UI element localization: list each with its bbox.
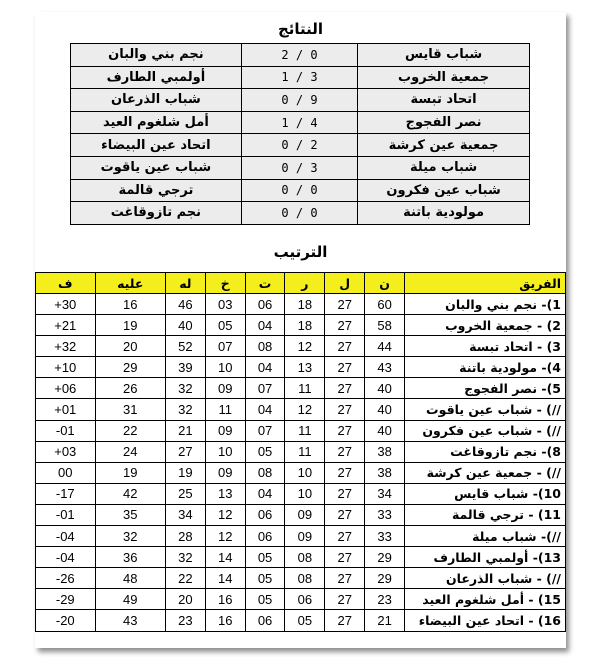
result-row — [71, 156, 530, 179]
stat-ga: 26 — [95, 378, 165, 399]
stat-l: 09 — [205, 420, 245, 441]
result-row — [71, 44, 530, 67]
stat-pts: 33 — [365, 504, 405, 525]
standings-row — [36, 294, 566, 315]
result-home-team: جمعية الخروب — [358, 66, 530, 89]
team-name: //) - جمعية عين كرشة — [405, 462, 566, 483]
result-away-team: شباب الذرعان — [71, 89, 242, 112]
result-row — [71, 66, 530, 89]
stat-pts: 29 — [365, 568, 405, 589]
standings-header-cell: عليه — [95, 273, 165, 294]
stat-d: 06 — [245, 526, 285, 547]
result-away-team: اتحاد عين البيضاء — [71, 134, 242, 157]
stat-gd: 00 — [36, 462, 96, 483]
standings-header-cell: له — [165, 273, 205, 294]
stat-l: 09 — [205, 462, 245, 483]
result-row — [71, 134, 530, 157]
standings-row — [36, 610, 566, 631]
stat-l: 03 — [205, 294, 245, 315]
stat-w: 05 — [285, 610, 325, 631]
stat-l: 16 — [205, 589, 245, 610]
result-home-team: مولودية باتنة — [358, 202, 530, 225]
stat-gf: 25 — [165, 483, 205, 504]
stat-pts: 29 — [365, 547, 405, 568]
result-score: 2 / 0 — [241, 44, 357, 67]
stat-d: 05 — [245, 547, 285, 568]
stat-pts: 40 — [365, 420, 405, 441]
standings-row — [36, 504, 566, 525]
stat-l: 11 — [205, 399, 245, 420]
stat-d: 06 — [245, 610, 285, 631]
standings-header-cell: ل — [325, 273, 365, 294]
stat-ga: 19 — [95, 315, 165, 336]
stat-pl: 27 — [325, 420, 365, 441]
standings-title: الترتيب — [273, 243, 328, 261]
stat-pl: 27 — [325, 483, 365, 504]
stat-w: 18 — [285, 294, 325, 315]
stat-w: 11 — [285, 378, 325, 399]
results-title: النتائج — [277, 20, 324, 38]
standings-row — [36, 420, 566, 441]
stat-pts: 33 — [365, 526, 405, 547]
stat-gf: 34 — [165, 504, 205, 525]
stat-ga: 31 — [95, 399, 165, 420]
stat-gf: 32 — [165, 378, 205, 399]
standings-header-cell: ت — [245, 273, 285, 294]
stat-l: 12 — [205, 526, 245, 547]
result-score: 1 / 4 — [241, 111, 357, 134]
stat-pts: 44 — [365, 336, 405, 357]
standings-row — [36, 399, 566, 420]
stat-l: 14 — [205, 547, 245, 568]
standings-row — [36, 462, 566, 483]
stat-ga: 29 — [95, 357, 165, 378]
stat-pl: 27 — [325, 315, 365, 336]
stat-d: 08 — [245, 462, 285, 483]
team-name: 1)- نجم بني والبان — [405, 294, 566, 315]
standings-row — [36, 483, 566, 504]
stat-pts: 21 — [365, 610, 405, 631]
stat-l: 13 — [205, 483, 245, 504]
standings-row — [36, 441, 566, 462]
standings-header-cell: ر — [285, 273, 325, 294]
stat-ga: 22 — [95, 420, 165, 441]
standings-row — [36, 589, 566, 610]
stat-d: 06 — [245, 294, 285, 315]
stat-d: 07 — [245, 378, 285, 399]
stat-gd: -26 — [36, 568, 96, 589]
result-row — [71, 202, 530, 225]
stat-gf: 21 — [165, 420, 205, 441]
stat-l: 10 — [205, 357, 245, 378]
stat-pl: 27 — [325, 441, 365, 462]
result-row — [71, 111, 530, 134]
stat-gf: 28 — [165, 526, 205, 547]
stat-gf: 46 — [165, 294, 205, 315]
stat-w: 12 — [285, 399, 325, 420]
stat-pts: 40 — [365, 378, 405, 399]
result-home-team: شباب ميلة — [358, 156, 530, 179]
stat-pl: 27 — [325, 294, 365, 315]
stat-gd: -20 — [36, 610, 96, 631]
stat-pl: 27 — [325, 399, 365, 420]
stat-ga: 16 — [95, 294, 165, 315]
standings-header-cell: ف — [36, 273, 96, 294]
stat-ga: 19 — [95, 462, 165, 483]
stat-w: 08 — [285, 547, 325, 568]
standings-row — [36, 547, 566, 568]
stat-l: 07 — [205, 336, 245, 357]
stat-d: 04 — [245, 315, 285, 336]
stat-pl: 27 — [325, 610, 365, 631]
stat-gf: 40 — [165, 315, 205, 336]
standings-row — [36, 357, 566, 378]
stat-pts: 43 — [365, 357, 405, 378]
stat-l: 05 — [205, 315, 245, 336]
stat-d: 04 — [245, 483, 285, 504]
stat-pl: 27 — [325, 568, 365, 589]
stat-w: 13 — [285, 357, 325, 378]
stat-ga: 48 — [95, 568, 165, 589]
team-name: 2) - جمعية الخروب — [405, 315, 566, 336]
team-name: 5)- نصر الفجوج — [405, 378, 566, 399]
team-name: 16) - اتحاد عين البيضاء — [405, 610, 566, 631]
stat-pts: 38 — [365, 462, 405, 483]
result-away-team: نجم تازوقاغت — [71, 202, 242, 225]
result-home-team: اتحاد تبسة — [358, 89, 530, 112]
stat-ga: 24 — [95, 441, 165, 462]
stat-gf: 32 — [165, 399, 205, 420]
stat-w: 18 — [285, 315, 325, 336]
stat-gd: +06 — [36, 378, 96, 399]
result-row — [71, 89, 530, 112]
team-name: //)- شباب ميلة — [405, 526, 566, 547]
standings-table — [35, 272, 566, 632]
stat-gd: +21 — [36, 315, 96, 336]
stat-gf: 20 — [165, 589, 205, 610]
stat-pl: 27 — [325, 589, 365, 610]
stat-gf: 19 — [165, 462, 205, 483]
stat-pts: 34 — [365, 483, 405, 504]
stat-gd: -29 — [36, 589, 96, 610]
result-away-team: أولمبي الطارف — [71, 66, 242, 89]
team-name: //) - شباب الذرعان — [405, 568, 566, 589]
stat-d: 05 — [245, 568, 285, 589]
result-score: 1 / 3 — [241, 66, 357, 89]
stat-ga: 20 — [95, 336, 165, 357]
result-away-team: نجم بني والبان — [71, 44, 242, 67]
stat-gf: 32 — [165, 547, 205, 568]
stat-gf: 39 — [165, 357, 205, 378]
stat-pts: 60 — [365, 294, 405, 315]
stat-d: 06 — [245, 504, 285, 525]
stat-gd: -04 — [36, 547, 96, 568]
stat-l: 14 — [205, 568, 245, 589]
stat-l: 09 — [205, 378, 245, 399]
stat-gd: +30 — [36, 294, 96, 315]
stat-l: 10 — [205, 441, 245, 462]
result-row — [71, 179, 530, 202]
stat-w: 12 — [285, 336, 325, 357]
stat-pts: 38 — [365, 441, 405, 462]
result-home-team: شباب عين فكرون — [358, 179, 530, 202]
stat-w: 11 — [285, 441, 325, 462]
stat-ga: 43 — [95, 610, 165, 631]
stat-gd: +32 — [36, 336, 96, 357]
results-table — [70, 43, 530, 225]
stat-pl: 27 — [325, 336, 365, 357]
standings-row — [36, 526, 566, 547]
standings-row — [36, 568, 566, 589]
stat-pts: 58 — [365, 315, 405, 336]
team-name: 8)- نجم تازوقاغت — [405, 441, 566, 462]
stat-pl: 27 — [325, 547, 365, 568]
result-home-team: جمعية عين كرشة — [358, 134, 530, 157]
stat-w: 11 — [285, 420, 325, 441]
standings-header-cell: خ — [205, 273, 245, 294]
stat-gd: +10 — [36, 357, 96, 378]
stat-pl: 27 — [325, 526, 365, 547]
standings-row — [36, 315, 566, 336]
stat-d: 04 — [245, 399, 285, 420]
stat-l: 12 — [205, 504, 245, 525]
stat-gd: -17 — [36, 483, 96, 504]
stat-d: 07 — [245, 420, 285, 441]
result-away-team: ترجي قالمة — [71, 179, 242, 202]
team-name: //) - شباب عين ياقوت — [405, 399, 566, 420]
team-name: 4)- مولودية باتنة — [405, 357, 566, 378]
stat-w: 10 — [285, 462, 325, 483]
result-score: 0 / 3 — [241, 156, 357, 179]
result-score: 0 / 0 — [241, 202, 357, 225]
standings-row — [36, 336, 566, 357]
stat-gf: 23 — [165, 610, 205, 631]
team-name: 3) - اتحاد تبسة — [405, 336, 566, 357]
result-away-team: شباب عين ياقوت — [71, 156, 242, 179]
result-home-team: نصر الفجوج — [358, 111, 530, 134]
stat-pts: 23 — [365, 589, 405, 610]
stat-pts: 40 — [365, 399, 405, 420]
stat-gd: -01 — [36, 420, 96, 441]
team-name: 15) - أمل شلغوم العيد — [405, 589, 566, 610]
result-score: 0 / 2 — [241, 134, 357, 157]
standings-header-row — [36, 273, 566, 294]
team-name: //) - شباب عين فكرون — [405, 420, 566, 441]
stat-gd: +03 — [36, 441, 96, 462]
stat-pl: 27 — [325, 462, 365, 483]
stat-w: 09 — [285, 526, 325, 547]
stat-d: 08 — [245, 336, 285, 357]
standings-header-cell: الفريق — [405, 273, 566, 294]
stat-d: 05 — [245, 589, 285, 610]
stat-w: 10 — [285, 483, 325, 504]
team-name: 13)- أولمبي الطارف — [405, 547, 566, 568]
result-score: 0 / 0 — [241, 179, 357, 202]
team-name: 11) - ترجي قالمة — [405, 504, 566, 525]
stat-pl: 27 — [325, 378, 365, 399]
stat-pl: 27 — [325, 504, 365, 525]
result-score: 0 / 9 — [241, 89, 357, 112]
stat-gf: 27 — [165, 441, 205, 462]
result-home-team: شباب قايس — [358, 44, 530, 67]
result-away-team: أمل شلغوم العيد — [71, 111, 242, 134]
stat-gd: -01 — [36, 504, 96, 525]
stat-d: 04 — [245, 357, 285, 378]
stat-w: 09 — [285, 504, 325, 525]
stat-ga: 42 — [95, 483, 165, 504]
stat-gd: +01 — [36, 399, 96, 420]
results-sheet — [35, 12, 566, 648]
standings-header-cell: ن — [365, 273, 405, 294]
stat-ga: 49 — [95, 589, 165, 610]
team-name: 10)- شباب قايس — [405, 483, 566, 504]
stat-ga: 32 — [95, 526, 165, 547]
stat-pl: 27 — [325, 357, 365, 378]
standings-row — [36, 378, 566, 399]
stat-w: 06 — [285, 589, 325, 610]
stat-gf: 22 — [165, 568, 205, 589]
stat-gf: 52 — [165, 336, 205, 357]
stat-ga: 36 — [95, 547, 165, 568]
stat-ga: 35 — [95, 504, 165, 525]
stat-l: 16 — [205, 610, 245, 631]
stat-d: 05 — [245, 441, 285, 462]
stat-w: 08 — [285, 568, 325, 589]
stat-gd: -04 — [36, 526, 96, 547]
